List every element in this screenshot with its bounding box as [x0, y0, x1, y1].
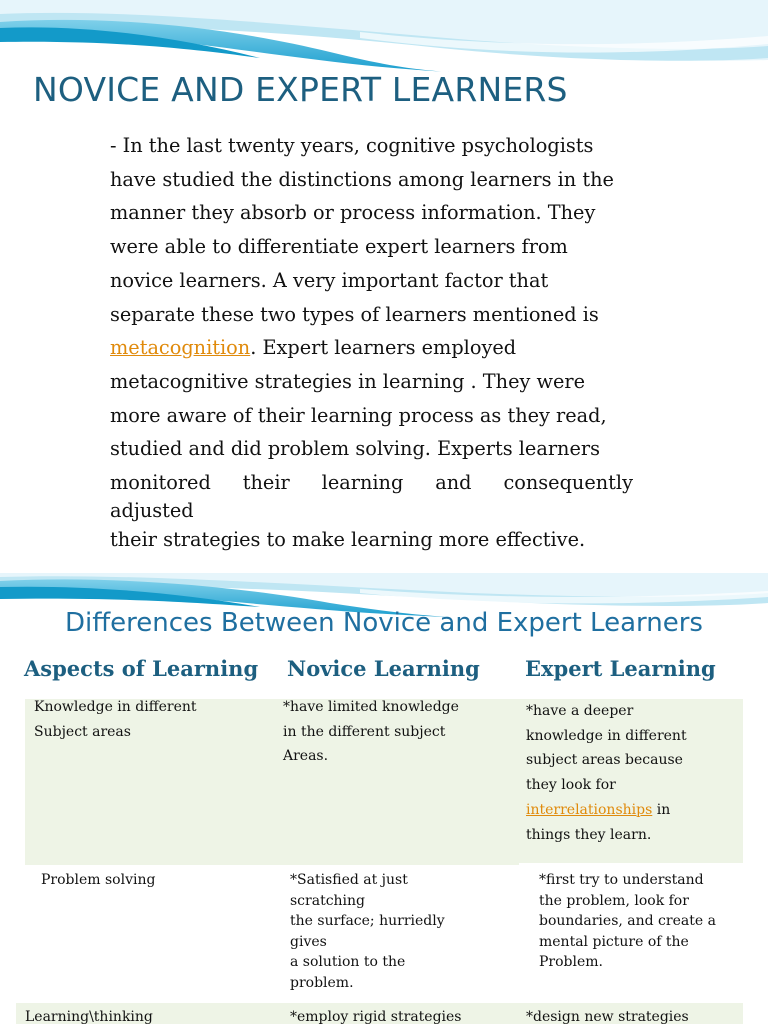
paragraph-line	[110, 331, 633, 365]
cell-line: Problem solving	[41, 872, 156, 888]
cell-line: the problem, look for	[539, 892, 689, 909]
paragraph-word: monitored	[110, 471, 211, 495]
cell-line: Subject areas	[34, 723, 131, 740]
body-paragraph	[110, 129, 633, 556]
paragraph-line: adjusted	[110, 498, 194, 522]
table-cell-aspect	[41, 870, 155, 891]
cell-line: Knowledge in different	[34, 699, 197, 715]
cell-line: a solution to the	[290, 954, 406, 971]
paragraph-line: studied and did problem solving. Experts learners	[110, 437, 600, 461]
cell-line: knowledge in different	[526, 727, 687, 744]
paragraph-word: consequently	[503, 471, 633, 495]
cell-line: *have limited knowledge	[283, 699, 459, 715]
column-header-aspects: Aspects of Learning	[24, 656, 259, 681]
cell-line: in the different subject	[283, 723, 446, 740]
paragraph-line: more aware of their learning process as they read,	[110, 403, 607, 427]
cell-line: problem.	[290, 974, 354, 991]
cell-line: things they learn.	[526, 826, 652, 843]
paragraph-line: - In the last twenty years, cognitive psychologists	[110, 134, 594, 157]
cell-line: the surface; hurriedly	[290, 913, 445, 930]
slide-differences	[0, 573, 768, 1024]
cell-line: *have a deeper	[526, 703, 634, 719]
slide-title: NOVICE AND EXPERT LEARNERS	[33, 70, 568, 109]
cell-line: Learning\thinking	[25, 1009, 153, 1024]
cell-line: Problem.	[539, 954, 603, 971]
paragraph-line: have studied the distinctions among learners in the	[110, 167, 614, 191]
cell-line: scratching	[290, 892, 366, 909]
paragraph-word: learning	[321, 471, 404, 495]
paragraph-text: . Expert learners employed	[250, 336, 517, 360]
cell-line: *Satisfied at just	[290, 872, 408, 888]
cell-line: subject areas because	[526, 752, 683, 769]
paragraph-line: novice learners. A very important factor that	[110, 268, 549, 292]
cell-line: *employ rigid strategies	[290, 1009, 462, 1024]
paragraph-line: separate these two types of learners mentioned is	[110, 302, 599, 326]
paragraph-line: their strategies to make learning more effective.	[110, 527, 586, 551]
table-cell-expert	[539, 870, 716, 973]
paragraph-line: manner they absorb or process information. They	[110, 201, 596, 225]
table-cell-expert	[526, 1005, 689, 1024]
paragraph-line-justified	[110, 466, 633, 500]
table-cell-aspect	[25, 1005, 153, 1024]
table-cell-expert	[526, 699, 687, 847]
table-cell-aspect	[34, 695, 197, 744]
table-cell-novice	[290, 1005, 461, 1024]
table-cell-novice	[290, 870, 445, 994]
paragraph-word: their	[242, 471, 290, 495]
column-header-expert: Expert Learning	[525, 656, 716, 681]
cell-line: Areas.	[283, 748, 329, 765]
interrelationships-link[interactable]: interrelationships	[526, 801, 653, 818]
cell-line: gives	[290, 933, 327, 950]
table-title: Differences Between Novice and Expert Learners	[65, 608, 703, 638]
cell-text: in	[652, 801, 671, 818]
cell-line: *design new strategies	[526, 1009, 689, 1024]
cell-line: boundaries, and create a	[539, 913, 716, 930]
paragraph-line: metacognitive strategies in learning . They were	[110, 369, 586, 393]
cell-line: mental picture of the	[539, 933, 689, 950]
paragraph-line: were able to differentiate expert learners from	[110, 235, 568, 259]
cell-line: *first try to understand	[539, 872, 704, 888]
table-cell-novice	[283, 695, 459, 769]
cell-line	[526, 798, 687, 823]
cell-line: they look for	[526, 777, 616, 794]
paragraph-word: and	[435, 471, 472, 495]
metacognition-link[interactable]: metacognition	[110, 336, 251, 360]
column-header-novice: Novice Learning	[287, 656, 480, 681]
